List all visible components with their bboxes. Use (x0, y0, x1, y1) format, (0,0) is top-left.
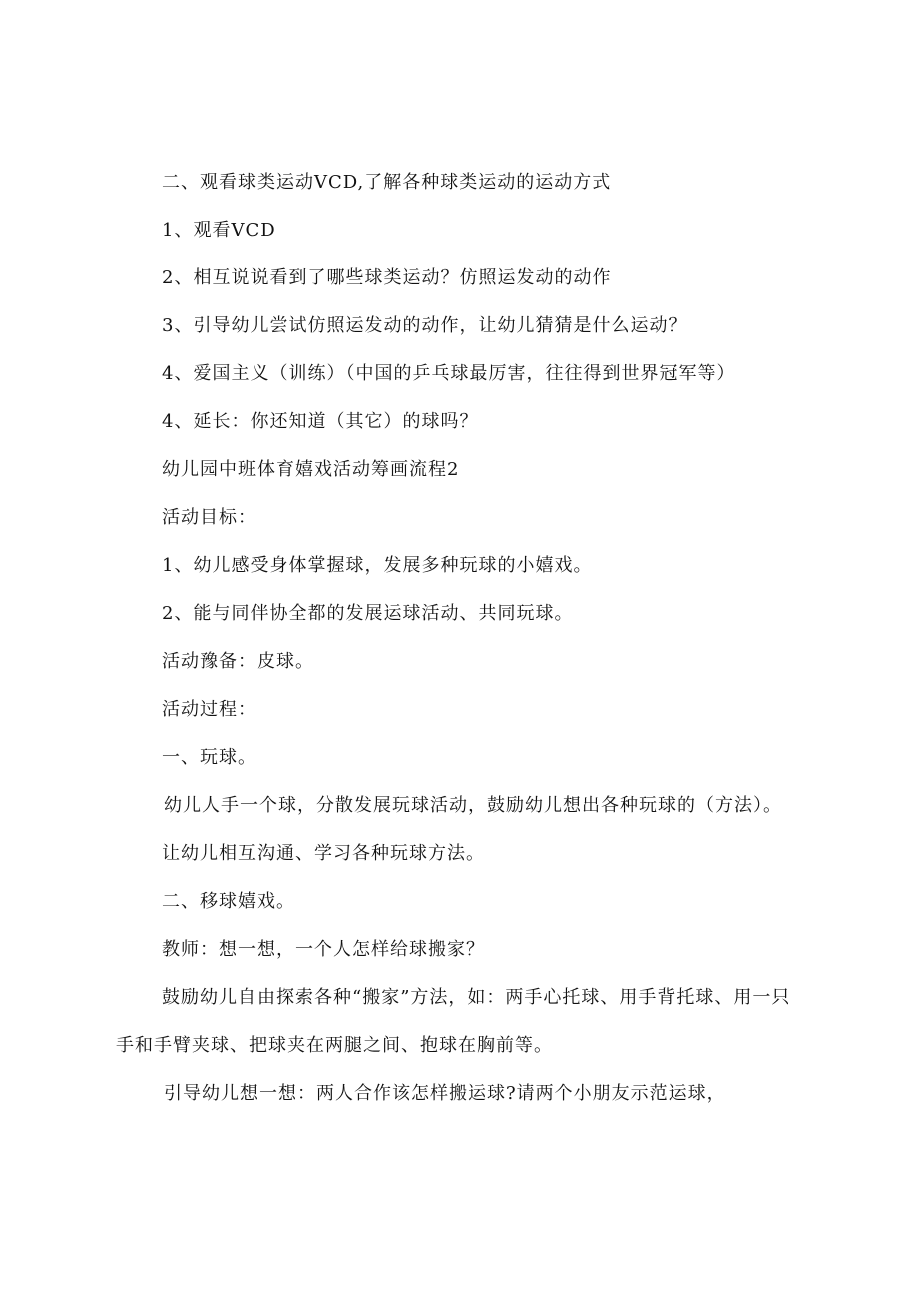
step-1-line: 1、观看VCD (162, 220, 276, 241)
goals-heading: 活动目标： (162, 507, 257, 528)
preparation-line: 活动豫备：皮球。 (162, 651, 314, 672)
step-4-extension-line: 4、延长：你还知道（其它）的球吗？ (162, 411, 479, 432)
guide-cooperation-line: 引导幼儿想一想：两人合作该怎样搬运球?请两个小朋友示范运球， (164, 1083, 726, 1104)
section-move-ball-game: 二、移球嬉戏。 (162, 891, 295, 912)
process-heading: 活动过程： (162, 699, 257, 720)
step-3-line: 3、引导幼儿尝试仿照运发动的动作，让幼儿猜猜是什么运动？ (162, 315, 688, 336)
play-ball-paragraph: 幼儿人手一个球，分散发展玩球活动，鼓励幼儿想出各种玩球的（方法）。 (164, 795, 782, 816)
plan-2-title: 幼儿园中班体育嬉戏活动筹画流程2 (162, 459, 460, 480)
encourage-paragraph-line-2: 手和手臂夹球、把球夹在两腿之间、抱球在胸前等。 (116, 1035, 553, 1056)
goal-1-line: 1、幼儿感受身体掌握球，发展多种玩球的小嬉戏。 (162, 555, 593, 576)
encourage-paragraph-line-1: 鼓励幼儿自由探索各种“搬家”方法，如：两手心托球、用手背托球、用一只 (162, 987, 791, 1008)
communicate-line: 让幼儿相互沟通、学习各种玩球方法。 (162, 843, 485, 864)
step-2-line: 2、相互说说看到了哪些球类运动？仿照运发动的动作 (162, 267, 612, 288)
goal-2-line: 2、能与同伴协全都的发展运球活动、共同玩球。 (162, 603, 574, 624)
step-4-patriotism-line: 4、爱国主义（训练）（中国的乒乓球最厉害，往往得到世界冠军等） (162, 363, 736, 384)
section-play-ball: 一、玩球。 (162, 747, 257, 768)
teacher-question-line: 教师：想一想，一个人怎样给球搬家？ (162, 939, 485, 960)
section-heading-watch-vcd: 二、观看球类运动VCD,了解各种球类运动的运动方式 (162, 172, 612, 193)
